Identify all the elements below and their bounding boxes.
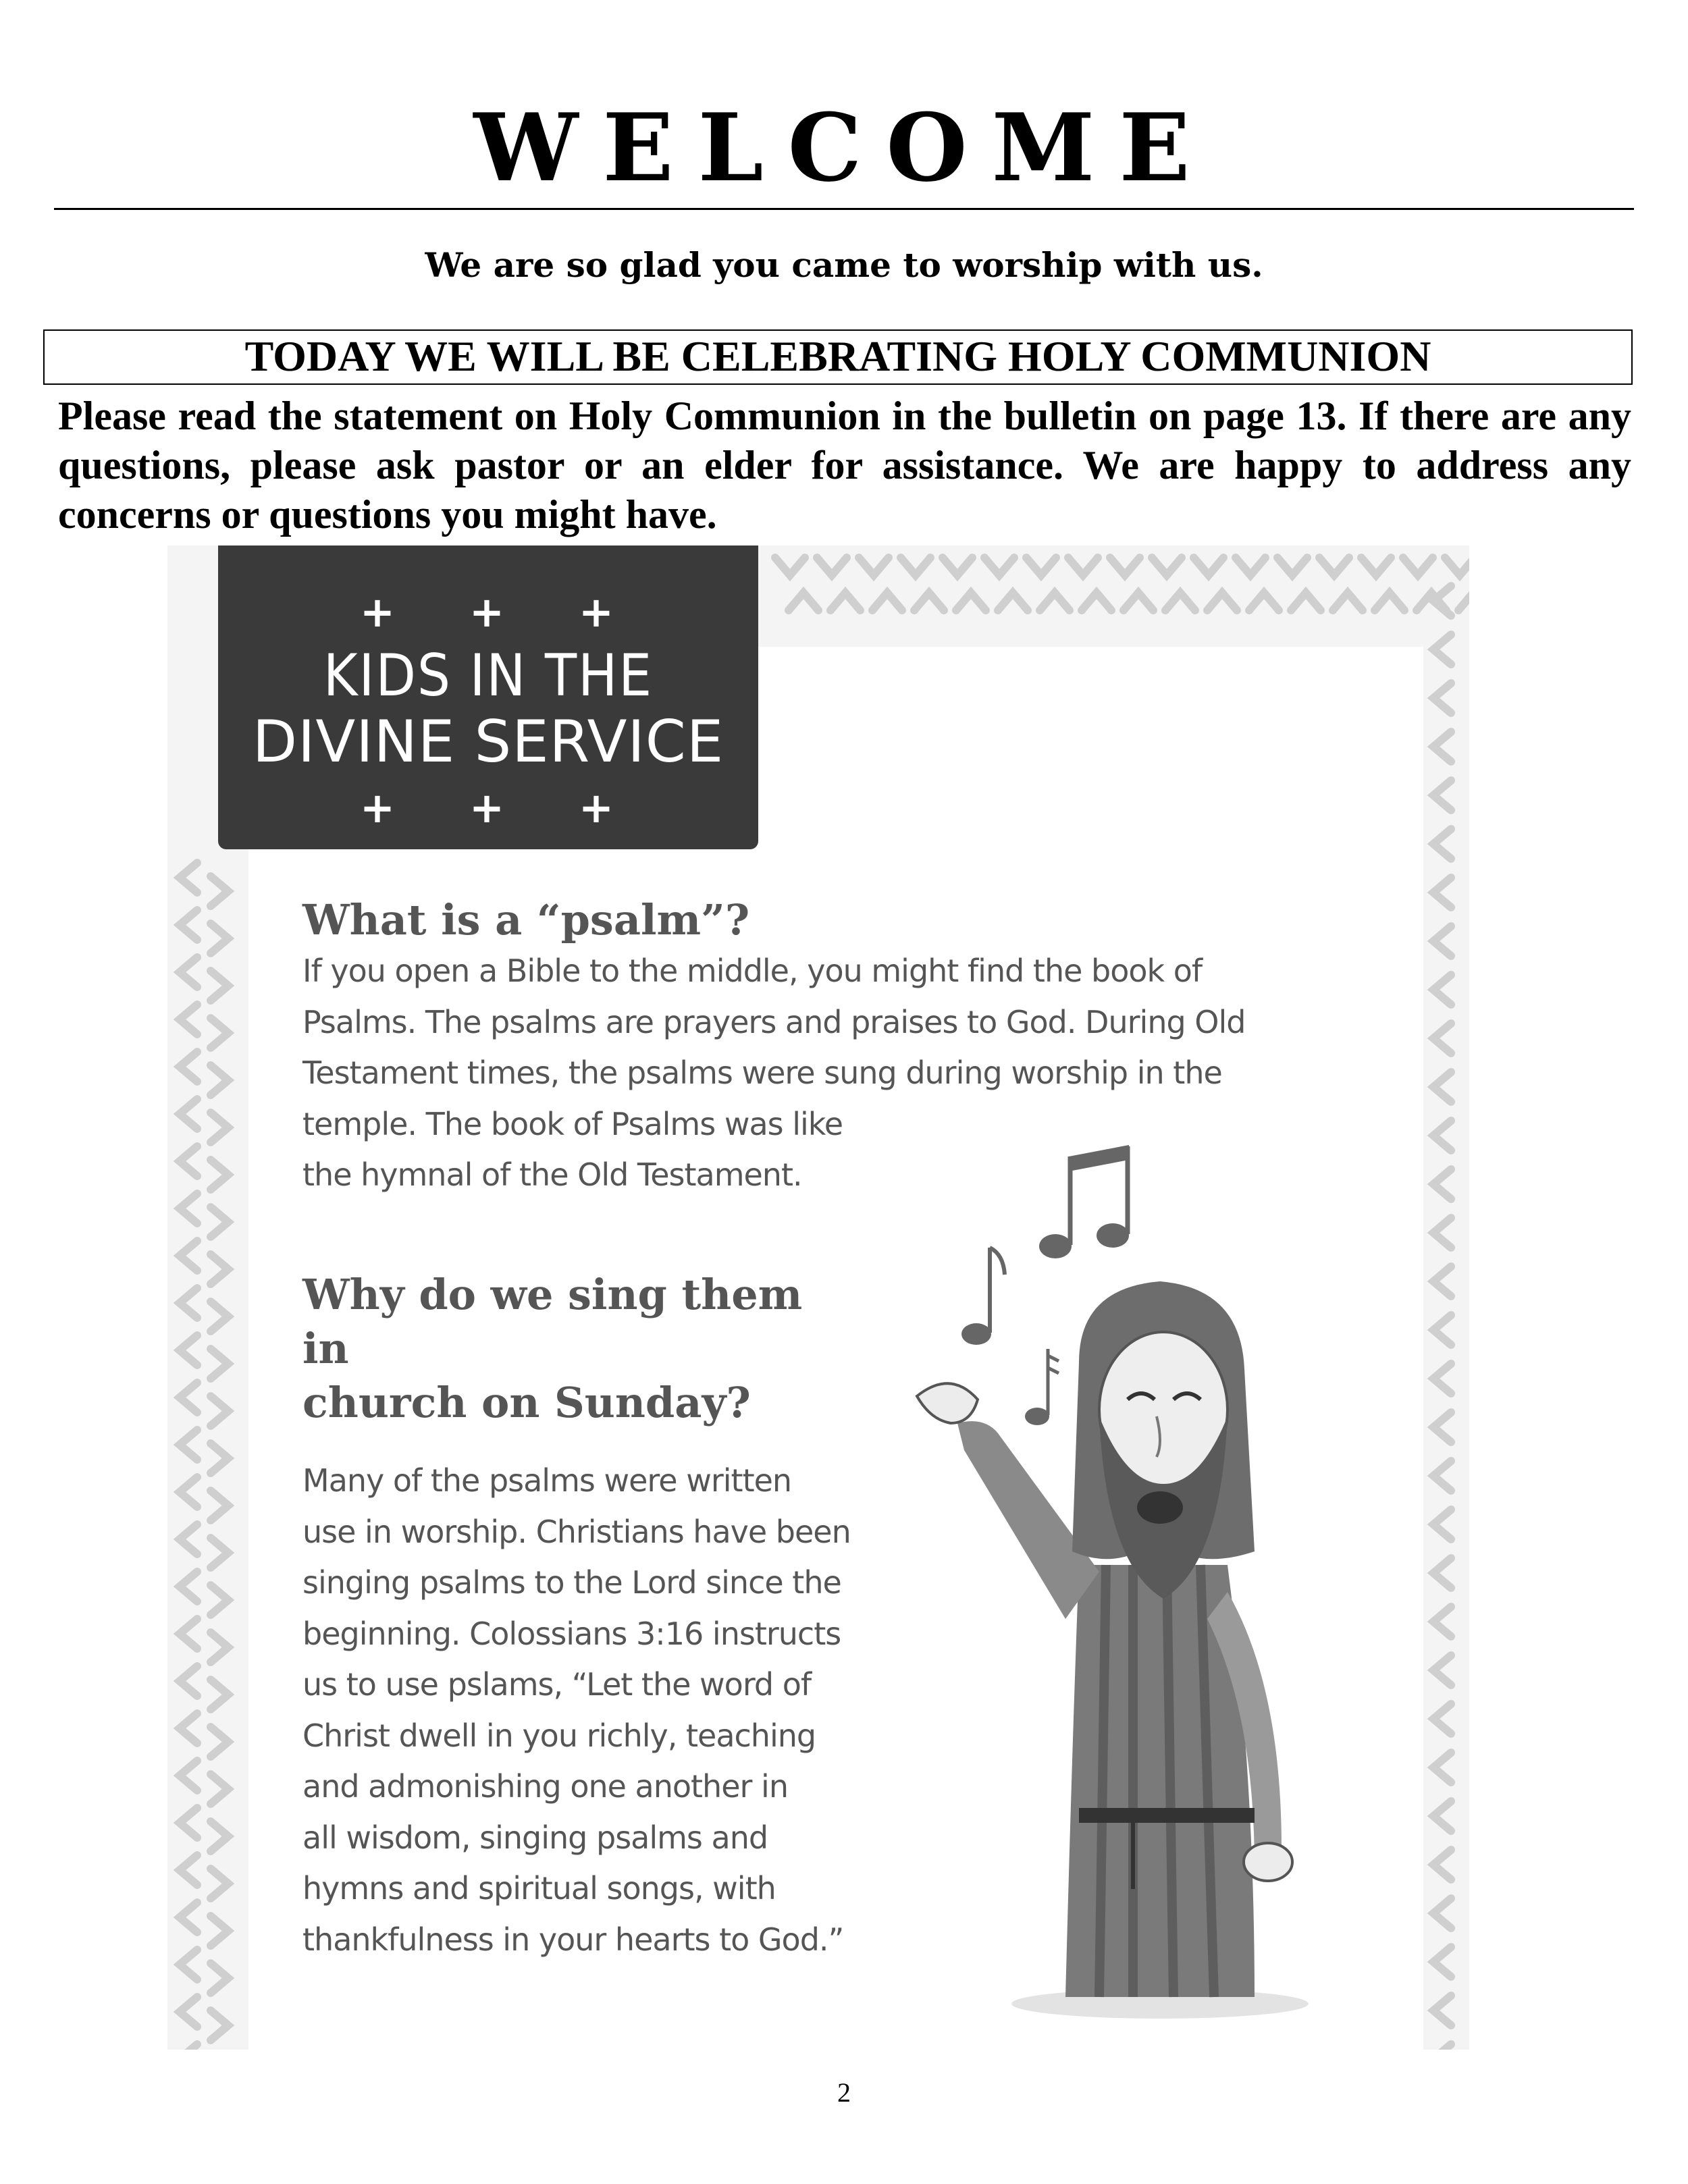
singing-psalmist-illustration — [876, 1133, 1390, 2024]
chevron-mark — [1207, 593, 1237, 610]
chevron-mark — [1403, 558, 1433, 575]
chevron-mark — [211, 1396, 228, 1426]
chevron-mark — [1152, 558, 1182, 575]
chevron-mark — [1433, 635, 1451, 664]
chevron-mark — [1433, 1655, 1451, 1685]
chevron-mark — [1433, 1315, 1451, 1345]
chevron-mark — [180, 1052, 197, 1082]
cross-icon: + — [360, 587, 395, 637]
chevron-mark — [1433, 780, 1451, 810]
chevron-mark — [180, 1572, 197, 1601]
chevron-mark — [180, 1383, 197, 1412]
psalm-question-heading: What is a “psalm”? — [302, 895, 750, 944]
chevron-mark — [859, 558, 889, 575]
chevron-mark — [180, 1761, 197, 1790]
page-title: WELCOME — [473, 92, 1215, 203]
chevron-mark — [211, 1018, 228, 1048]
chevron-mark — [211, 1113, 228, 1142]
chevron-mark — [180, 2044, 197, 2050]
chevron-mark — [984, 558, 1014, 575]
chevron-mark — [211, 1443, 228, 1473]
chevron-mark — [211, 1065, 228, 1095]
chevron-mark — [180, 1808, 197, 1838]
chevron-mark — [1249, 593, 1279, 610]
chevron-mark — [180, 1902, 197, 1932]
chevron-mark — [1445, 558, 1469, 575]
chevron-mark — [211, 1821, 228, 1851]
chevron-mark — [1433, 1364, 1451, 1393]
chevron-mark — [180, 1524, 197, 1554]
chevron-mark — [211, 1680, 228, 1709]
chevron-mark — [1319, 558, 1349, 575]
chevron-mark — [1433, 1169, 1451, 1199]
chevron-mark — [180, 1099, 197, 1129]
chevron-mark — [211, 2010, 228, 2040]
chevron-mark — [1082, 593, 1111, 610]
cross-icon: + — [579, 587, 614, 637]
cross-icon: + — [469, 587, 504, 637]
chevron-mark — [1165, 593, 1195, 610]
chevron-mark — [1375, 593, 1404, 610]
chevron-mark — [1433, 1461, 1451, 1491]
chevron-mark — [1110, 558, 1140, 575]
communion-paragraph: Please read the statement on Holy Communion in the bulletin on page 13. If there are any questions, please ask pastor or an elder for assistance. We are happy to address any concerns or questions you might have. — [58, 394, 1631, 537]
chevron-mark — [211, 1774, 228, 1804]
chevron-mark — [1026, 558, 1056, 575]
chevron-mark — [1433, 1558, 1451, 1588]
chevron-mark — [1433, 1218, 1451, 1248]
chevron-mark — [211, 1349, 228, 1379]
chevron-mark — [180, 1997, 197, 2027]
chevron-mark — [1433, 1947, 1451, 1977]
chevron-mark — [180, 1477, 197, 1507]
chevron-mark — [1236, 558, 1265, 575]
chevron-mark — [830, 593, 860, 610]
chevron-mark — [1068, 558, 1098, 575]
cross-icon: + — [469, 783, 504, 832]
chevron-mark — [1433, 1996, 1451, 2025]
why-sing-heading: Why do we sing them in church on Sunday? — [302, 1270, 803, 1427]
badge-title-line1: KIDS IN THE — [323, 642, 654, 710]
chevron-mark — [1433, 1072, 1451, 1102]
cross-icon: + — [579, 783, 614, 832]
chevron-mark — [1433, 1412, 1451, 1442]
chevron-mark — [1433, 1510, 1451, 1539]
chevron-mark — [1458, 593, 1469, 610]
chevron-mark — [1433, 1121, 1451, 1150]
chevron-mark — [1124, 593, 1153, 610]
chevron-mark — [872, 593, 902, 610]
chevron-mark — [211, 1302, 228, 1331]
chevron-mark — [1277, 558, 1307, 575]
chevron-mark — [180, 1855, 197, 1885]
chevron-mark — [211, 1160, 228, 1190]
chevron-mark — [211, 1585, 228, 1615]
chevron-mark — [1433, 1704, 1451, 1734]
chevron-mark — [1433, 1607, 1451, 1636]
chevron-mark — [1433, 1023, 1451, 1053]
cross-icon: + — [360, 783, 395, 832]
chevron-mark — [1433, 975, 1451, 1005]
chevron-mark — [998, 593, 1028, 610]
chevron-mark — [211, 1727, 228, 1757]
chevron-mark — [901, 558, 930, 575]
chevron-mark — [1433, 1267, 1451, 1296]
chevron-mark — [180, 1430, 197, 1460]
chevron-mark — [180, 1950, 197, 1979]
chevron-mark — [1433, 926, 1451, 956]
chevron-mark — [211, 1869, 228, 1898]
psalm-answer-text: If you open a Bible to the middle, you might find the book of Psalms. The psalms are prayers and praises to God. During Old Testament times, the psalms were sung during worship in the temple. The book of Psalms was like the hymnal of the Old Testament. — [302, 953, 1246, 1193]
chevron-mark — [180, 1666, 197, 1696]
chevron-mark — [180, 1005, 197, 1034]
chevron-mark — [789, 593, 818, 610]
chevron-mark — [211, 1491, 228, 1520]
chevron-mark — [211, 1916, 228, 1946]
chevron-mark — [943, 558, 972, 575]
chevron-mark — [775, 558, 805, 575]
chevron-mark — [211, 971, 228, 1001]
chevron-mark — [180, 1713, 197, 1743]
communion-heading: TODAY WE WILL BE CELEBRATING HOLY COMMUNION — [244, 332, 1431, 380]
welcome-subtitle: We are so glad you came to worship with us. — [425, 245, 1263, 285]
chevron-mark — [180, 863, 197, 893]
chevron-mark — [1291, 593, 1321, 610]
chevron-mark — [1194, 558, 1223, 575]
chevron-mark — [180, 1241, 197, 1271]
kids-divine-service-badge — [218, 545, 758, 849]
chevron-mark — [180, 1194, 197, 1223]
chevron-mark — [211, 924, 228, 953]
chevron-mark — [1040, 593, 1070, 610]
chevron-mark — [1433, 732, 1451, 762]
chevron-mark — [956, 593, 986, 610]
chevron-mark — [211, 1963, 228, 1993]
chevron-mark — [211, 1254, 228, 1284]
chevron-mark — [817, 558, 847, 575]
title-divider — [54, 208, 1634, 210]
chevron-mark — [1433, 683, 1451, 713]
badge-title-line2: DIVINE SERVICE — [252, 708, 724, 776]
chevron-mark — [211, 1207, 228, 1237]
chevron-mark — [1433, 1801, 1451, 1831]
chevron-mark — [1433, 1898, 1451, 1928]
chevron-mark — [1433, 2044, 1451, 2050]
chevron-mark — [914, 593, 944, 610]
chevron-mark — [180, 1146, 197, 1176]
chevron-mark — [180, 910, 197, 940]
chevron-mark — [211, 1538, 228, 1568]
chevron-mark — [211, 1632, 228, 1662]
why-sing-answer-text: Many of the psalms were written use in worship. Christians have been singing psalms to the Lord since the beginning. Colossians 3:16 instructs us to use pslams, “Let the word of Christ dwell in you richly, teaching and admonishing one another in all wisdom, singing psalms and hymns and spiritual songs, with thankfulness in your hearts to God.” — [302, 1462, 851, 1958]
chevron-mark — [1433, 829, 1451, 859]
kids-divine-service-panel — [167, 545, 1469, 2050]
page-number: 2 — [837, 2077, 851, 2108]
psalmist-figure-icon — [917, 1281, 1309, 2019]
chevron-mark — [180, 1619, 197, 1649]
chevron-mark — [1433, 1753, 1451, 1782]
chevron-mark — [211, 876, 228, 906]
chevron-mark — [1433, 1850, 1451, 1880]
chevron-mark — [180, 1335, 197, 1365]
chevron-mark — [1361, 558, 1391, 575]
chevron-mark — [180, 957, 197, 987]
chevron-mark — [1433, 878, 1451, 907]
chevron-mark — [1333, 593, 1363, 610]
chevron-mark — [180, 1288, 197, 1318]
